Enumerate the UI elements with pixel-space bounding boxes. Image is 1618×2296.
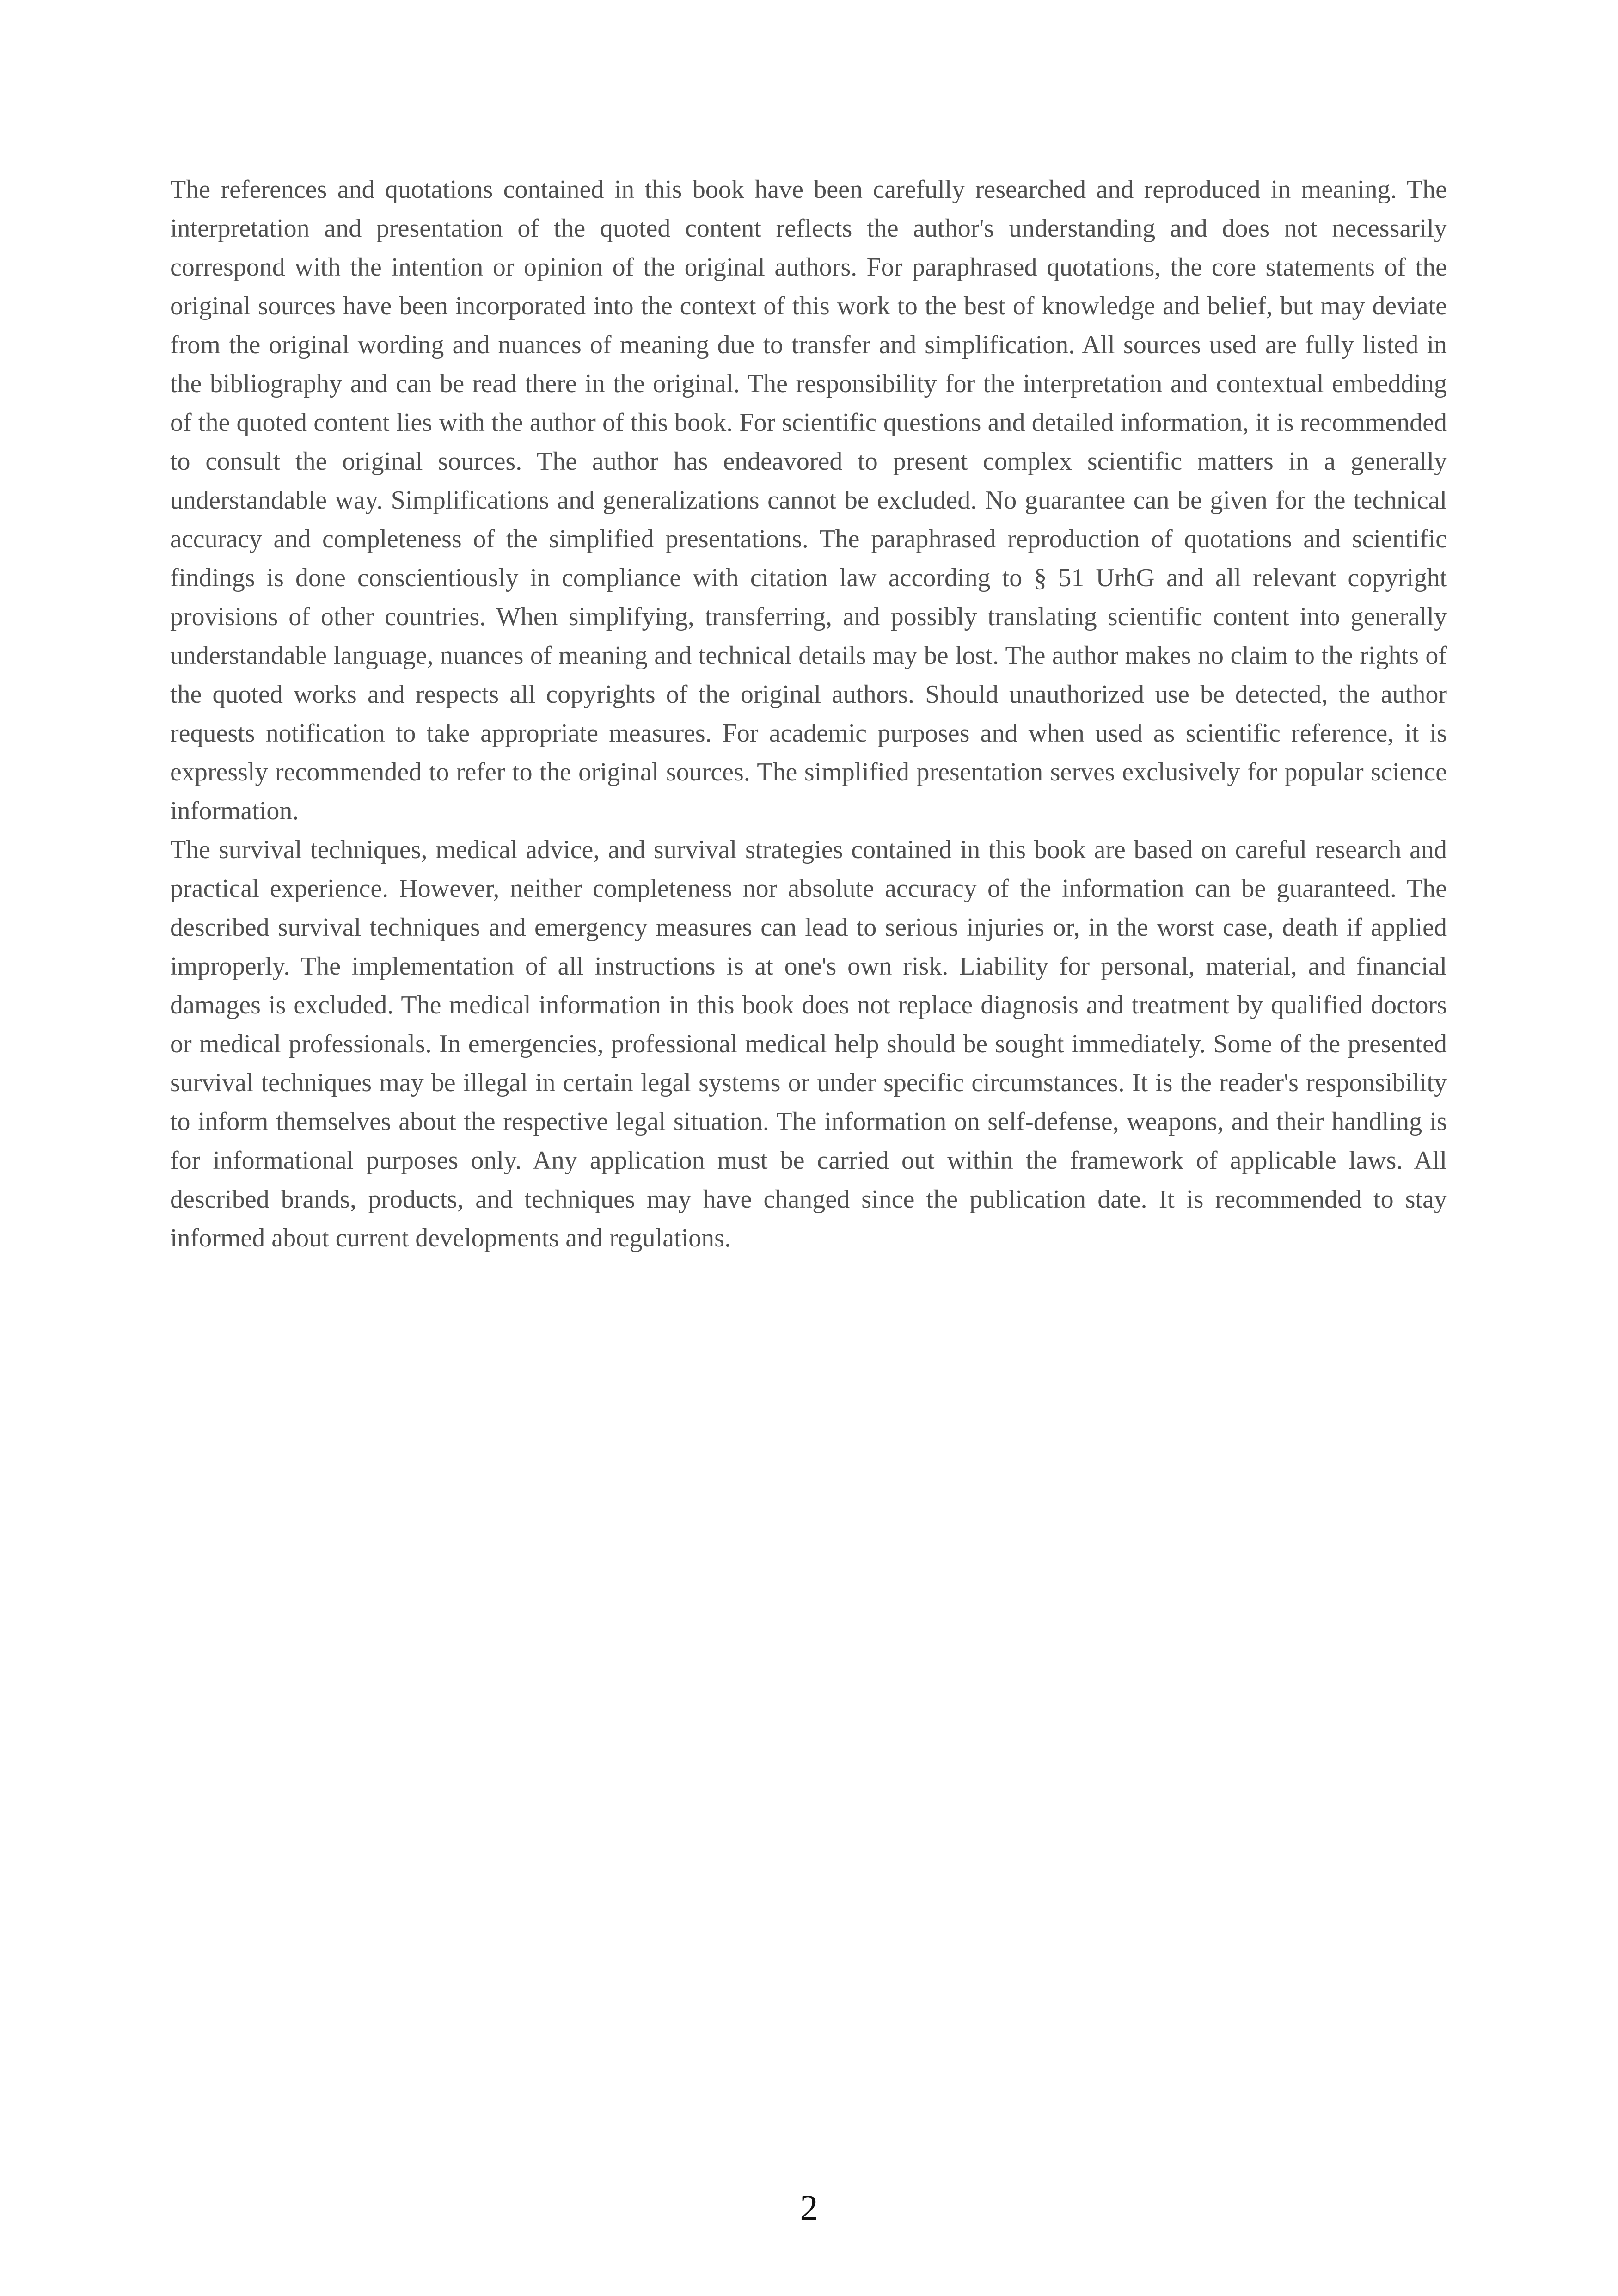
- body-text: [170, 170, 1447, 1258]
- page-number: 2: [800, 2187, 818, 2228]
- paragraph-survival-disclaimer: The survival techniques, medical advice, and survival strategies contained in this book are based on careful research and practical experience. However, neither completeness nor absolute accuracy of the information can be guaranteed. The described survival techniques and emergency measures can lead to serious injuries or, in the worst case, death if applied improperly. The implementation of all instructions is at one's own risk. Liability for personal, material, and financial damages is excluded. The medical information in this book does not replace diagnosis and treatment by qualified doctors or medical professionals. In emergencies, professional medical help should be sought immediately. Some of the presented survival techniques may be illegal in certain legal systems or under specific circumstances. It is the reader's responsibility to inform themselves about the respective legal situation. The information on self-defense, weapons, and their handling is for informational purposes only. Any application must be carried out within the framework of applicable laws. All described brands, products, and techniques may have changed since the publication date. It is recommended to stay informed about current developments and regulations.: [170, 835, 1447, 1252]
- paragraph-references-disclaimer: The references and quotations contained in this book have been carefully researched and reproduced in meaning. The interpretation and presentation of the quoted content reflects the author's understanding and does not necessarily correspond with the intention or opinion of the original authors. For paraphrased quotations, the core statements of the original sources have been incorporated into the context of this work to the best of knowledge and belief, but may deviate from the original wording and nuances of meaning due to transfer and simplification. All sources used are fully listed in the bibliography and can be read there in the original. The responsibility for the interpretation and contextual embedding of the quoted content lies with the author of this book. For scientific questions and detailed information, it is recommended to consult the original sources. The author has endeavored to present complex scientific matters in a generally understandable way. Simplifications and generalizations cannot be excluded. No guarantee can be given for the technical accuracy and completeness of the simplified presentations. The paraphrased reproduction of quotations and scientific findings is done conscientiously in compliance with citation law according to § 51 UrhG and all relevant copyright provisions of other countries. When simplifying, transferring, and possibly translating scientific content into generally understandable language, nuances of meaning and technical details may be lost. The author makes no claim to the rights of the quoted works and respects all copyrights of the original authors. Should unauthorized use be detected, the author requests notification to take appropriate measures. For academic purposes and when used as scientific reference, it is expressly recommended to refer to the original sources. The simplified presentation serves exclusively for popular science information.: [170, 175, 1447, 825]
